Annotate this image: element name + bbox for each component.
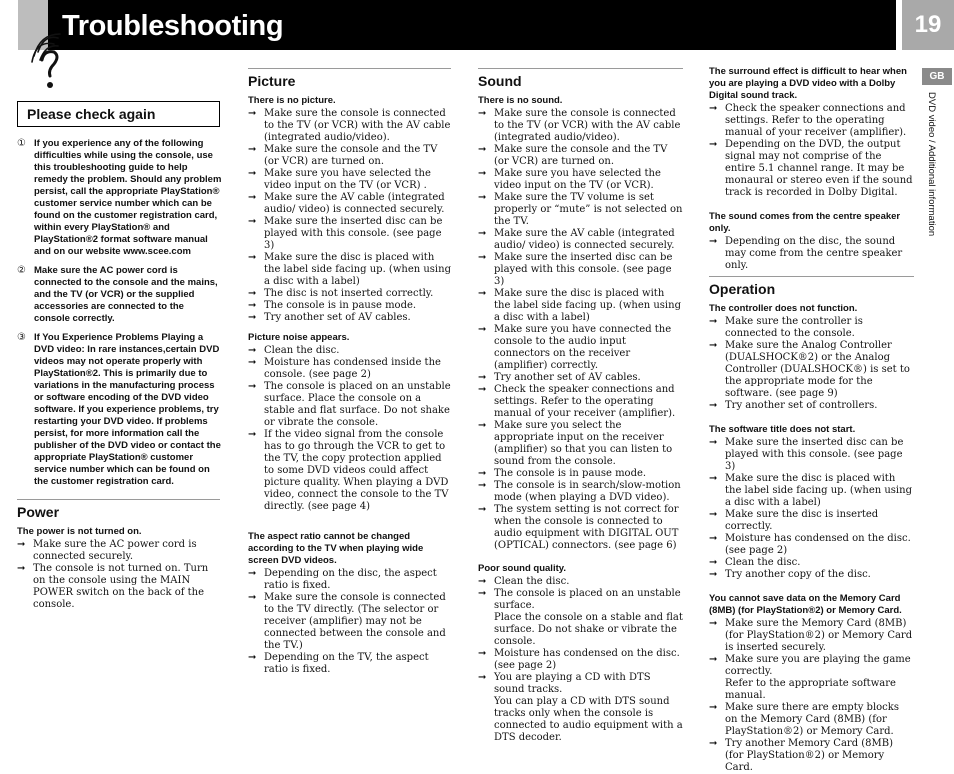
remedy-item: ➞ Depending on the disc, the aspect ratio is fixed. (248, 568, 437, 591)
section-heading-power: Power (17, 504, 60, 520)
side-section-label: DVD video / Additional information (926, 92, 937, 237)
arrow-icon: ➞ (248, 252, 257, 263)
remedy-item: ➞ Moisture has condensed on the disc. (709, 533, 911, 544)
arrow-icon: ➞ (709, 340, 718, 351)
remedy-item: ➞ Make sure the disc is placed with the label side facing up. (when using a disc with a label) (709, 473, 912, 508)
arrow-icon: ➞ (709, 702, 718, 713)
check-item: ② Make sure the AC power cord is connected to the console and the mains, and the TV (or VCR) or the supplied accessories are connected to the console correctly. (17, 265, 218, 324)
remedy-item: ➞ Make sure the console is connected to the TV (or VCR) with the AV cable (integrated audio/video). (478, 108, 681, 143)
remedy-item: ➞ Make sure the Analog Controller (DUALSHOCK®2) or the Analog Controller (DUALSHOCK®) is set to the appropriate mode for the software. (see page 9) (709, 340, 910, 399)
section-heading-sound: Sound (478, 73, 522, 89)
remedy-item: ➞ The console is placed on an unstable surface. Place the console on a stable and flat surface. Do not shake or vibrate the console. (248, 381, 451, 428)
remedy-item: ➞ The console is not turned on. Turn on the console using the MAIN POWER switch on the back of the console. (17, 563, 209, 610)
arrow-icon: ➞ (248, 168, 257, 179)
problem-heading: Picture noise appears. (248, 332, 350, 343)
section-divider (478, 68, 683, 69)
arrow-icon: ➞ (478, 468, 487, 479)
arrow-icon: ➞ (478, 480, 487, 491)
arrow-icon: ➞ (478, 648, 487, 659)
arrow-icon: ➞ (478, 144, 487, 155)
remedy-item: ➞ Make sure the disc is placed with the label side facing up. (when using a disc with a label) (478, 288, 681, 323)
problem-heading: The software title does not start. (709, 424, 856, 435)
remedy-item: ➞ Make sure you have selected the video input on the TV (or VCR). (478, 168, 661, 191)
remedy-item: ➞ Depending on the disc, the sound may come from the centre speaker only. (709, 236, 903, 271)
arrow-icon: ➞ (478, 288, 487, 299)
remedy-item: ➞ Make sure the AV cable (integrated audio/ video) is connected securely. (248, 192, 445, 215)
remedy-item: ➞ The console is in pause mode. (248, 300, 417, 311)
arrow-icon: ➞ (478, 108, 487, 119)
remedy-continuation: Refer to the appropriate software manual. (725, 678, 896, 701)
arrow-icon: ➞ (709, 738, 718, 749)
arrow-icon: ➞ (17, 539, 26, 550)
problem-heading: The surround effect is difficult to hear when you are playing a DVD video with a Dolby Digital sound track. (709, 66, 907, 101)
question-mark-icon (28, 30, 68, 92)
problem-heading: You cannot save data on the Memory Card (8MB) (for PlayStation®2) or Memory Card. (709, 593, 902, 616)
arrow-icon: ➞ (709, 473, 718, 484)
arrow-icon: ➞ (478, 372, 487, 383)
arrow-icon: ➞ (478, 576, 487, 587)
power-section (17, 499, 220, 611)
remedy-item: ➞ Moisture has condensed inside the console. (see page 2) (248, 357, 441, 380)
remedy-item: ➞ Try another set of AV cables. (478, 372, 641, 383)
arrow-icon: ➞ (248, 381, 257, 392)
remedy-item: ➞ Make sure the disc is placed with the label side facing up. (when using a disc with a label) (248, 252, 451, 287)
remedy-item: ➞ Make sure the console and the TV (or VCR) are turned on. (478, 144, 668, 167)
picture-section (248, 68, 451, 676)
arrow-icon: ➞ (709, 400, 718, 411)
remedy-item: ➞ Make sure you have connected the console to the audio input connectors on the receiver (amplifier) correctly. (478, 324, 672, 371)
section-divider (248, 68, 451, 69)
sound-section (478, 68, 683, 744)
remedy-item: ➞ Moisture has condensed on the disc. (478, 648, 680, 659)
page-title: Troubleshooting (62, 10, 284, 42)
arrow-icon: ➞ (478, 384, 487, 395)
remedy-item: ➞ Depending on the TV, the aspect ratio is fixed. (248, 652, 429, 675)
remedy-item: ➞ Depending on the DVD, the output signal may not comprise of the entire 5.1 channel range. It may be monaural or stereo even if the sound track is recorded in Dolby Digital. (709, 139, 913, 198)
remedy-item: ➞ Make sure you select the appropriate input on the receiver (amplifier) so that you can listen to sound from the console. (478, 420, 673, 467)
arrow-icon: ➞ (478, 672, 487, 683)
remedy-item: ➞ Make sure the AV cable (integrated audio/ video) is connected securely. (478, 228, 675, 251)
remedy-item: ➞ Make sure the console and the TV (or VCR) are turned on. (248, 144, 438, 167)
remedy-item: ➞ If the video signal from the console has to go through the VCR to get to the TV, the copy protection applied to some DVD videos could affect picture quality. When playing a DVD video, connect the console to the TV directly. (see page 4) (248, 429, 449, 512)
arrow-icon: ➞ (248, 216, 257, 227)
remedy-item: ➞ Try another set of controllers. (709, 400, 878, 411)
problem-heading: There is no picture. (248, 95, 336, 106)
section-divider (709, 276, 914, 277)
problem-heading: Poor sound quality. (478, 563, 566, 574)
remedy-item: ➞ Make sure the console is connected to the TV directly. (The selector or receiver (amplifier) may not be connected between the console and the TV.) (248, 592, 446, 651)
arrow-icon: ➞ (248, 144, 257, 155)
remedy-item: ➞ Make sure the TV volume is set properly or “mute” is not selected on the TV. (478, 192, 683, 227)
problem-heading: There is no sound. (478, 95, 563, 106)
arrow-icon: ➞ (248, 568, 257, 579)
arrow-icon: ➞ (709, 654, 718, 665)
problem-heading: The power is not turned on. (17, 526, 142, 537)
arrow-icon: ➞ (248, 312, 257, 323)
arrow-icon: ➞ (478, 324, 487, 335)
remedy-item: ➞ Make sure the console is connected to the TV (or VCR) with the AV cable (integrated audio/video). (248, 108, 451, 143)
remedy-item: ➞ Try another copy of the disc. (709, 569, 871, 580)
check-item: ③ If You Experience Problems Playing a DVD video: In rare instances,certain DVD videos may not operate properly with PlayStation®2. This is primarily due to variations in the manufacturing process or software encoding of the DVD video software. If you experience problems, try restarting your DVD video. If problems persist, for more information call the publisher of the DVD video or contact the appropriate PlayStation® customer service number which can be found on the customer registration card. (17, 332, 221, 487)
remedy-item: ➞ Make sure there are empty blocks on the Memory Card (8MB) (for PlayStation®2) or Memory Card. (709, 702, 899, 737)
remedy-continuation: (see page 2) (494, 660, 557, 671)
arrow-icon: ➞ (478, 504, 487, 515)
arrow-icon: ➞ (709, 618, 718, 629)
remedy-item: ➞ Make sure the inserted disc can be played with this console. (see page 3) (248, 216, 443, 251)
arrow-icon: ➞ (478, 252, 487, 263)
remedy-item: ➞ The system setting is not correct for when the console is connected to audio equipment with DIGITAL OUT (OPTICAL) connectors. (see page 6) (478, 504, 679, 551)
arrow-icon: ➞ (248, 108, 257, 119)
arrow-icon: ➞ (248, 429, 257, 440)
arrow-icon: ➞ (478, 228, 487, 239)
remedy-item: ➞ Make sure the disc is inserted correctly. (709, 509, 879, 532)
problem-heading: The aspect ratio cannot be changed according to the TV when playing wide screen DVD videos. (248, 531, 424, 566)
arrow-icon: ➞ (248, 300, 257, 311)
section-heading-picture: Picture (248, 73, 296, 89)
remedy-item: ➞ Try another Memory Card (8MB) (for PlayStation®2) or Memory Card. (709, 738, 894, 773)
problem-heading: The sound comes from the centre speaker only. (709, 211, 901, 234)
remedy-item: ➞ The console is in search/slow-motion mode (when playing a DVD video). (478, 480, 681, 503)
remedy-item: ➞ Make sure the inserted disc can be played with this console. (see page 3) (478, 252, 673, 287)
remedy-item: ➞ Make sure you have selected the video input on the TV (or VCR) . (248, 168, 431, 191)
remedy-item: ➞ The console is placed on an unstable surface. (478, 588, 681, 611)
arrow-icon: ➞ (248, 652, 257, 663)
arrow-icon: ➞ (478, 588, 487, 599)
section-divider (17, 499, 220, 500)
remedy-item: ➞ The console is in pause mode. (478, 468, 647, 479)
arrow-icon: ➞ (248, 592, 257, 603)
column-4 (709, 66, 914, 774)
arrow-icon: ➞ (17, 563, 26, 574)
arrow-icon: ➞ (248, 357, 257, 368)
arrow-icon: ➞ (248, 288, 257, 299)
problem-heading: The controller does not function. (709, 303, 858, 314)
arrow-icon: ➞ (709, 569, 718, 580)
language-badge: GB (922, 68, 952, 85)
arrow-icon: ➞ (248, 345, 257, 356)
remedy-item: ➞ Make sure the AC power cord is connected securely. (17, 539, 197, 562)
arrow-icon: ➞ (478, 420, 487, 431)
arrow-icon: ➞ (709, 236, 718, 247)
arrow-icon: ➞ (478, 168, 487, 179)
page-number: 19 (902, 0, 954, 50)
arrow-icon: ➞ (248, 192, 257, 203)
remedy-item: ➞ Make sure you are playing the game correctly. (709, 654, 911, 677)
remedy-item: ➞ Make sure the Memory Card (8MB) (for PlayStation®2) or Memory Card is inserted securely. (709, 618, 913, 653)
arrow-icon: ➞ (709, 557, 718, 568)
remedy-item: ➞ Make sure the controller is connected to the console. (709, 316, 863, 339)
arrow-icon: ➞ (709, 533, 718, 544)
column-1 (17, 138, 222, 495)
remedy-continuation: Place the console on a stable and flat surface. Do not shake or vibrate the console. (494, 612, 683, 647)
please-check-again-box: Please check again (17, 101, 220, 127)
remedy-item: ➞ Check the speaker connections and settings. Refer to the operating manual of your receiver (amplifier). (709, 103, 907, 138)
arrow-icon: ➞ (709, 103, 718, 114)
check-item: ① If you experience any of the following difficulties while using the console, use this troubleshooting guide to help remedy the problem. Should any problem persist, call the appropriate PlayStation® customer service number which can be found on the customer registration card, within every PlayStation® and PlayStation®2 format software manual and on our website www.scee.com (17, 138, 222, 257)
section-heading-operation: Operation (709, 281, 776, 297)
remedy-continuation: You can play a CD with DTS sound tracks only when the console is connected to audio equipment with a DTS decoder. (494, 696, 683, 743)
remedy-item: ➞ Try another set of AV cables. (248, 312, 411, 323)
remedy-item: ➞ Make sure the inserted disc can be played with this console. (see page 3) (709, 437, 904, 472)
arrow-icon: ➞ (709, 316, 718, 327)
remedy-item: ➞ Clean the disc. (248, 345, 340, 356)
remedy-item: ➞ The disc is not inserted correctly. (248, 288, 434, 299)
remedy-item: ➞ You are playing a CD with DTS sound tracks. (478, 672, 651, 695)
remedy-item: ➞ Clean the disc. (709, 557, 801, 568)
arrow-icon: ➞ (709, 509, 718, 520)
remedy-item: ➞ Check the speaker connections and settings. Refer to the operating manual of your receiver (amplifier). (478, 384, 676, 419)
arrow-icon: ➞ (478, 192, 487, 203)
arrow-icon: ➞ (709, 139, 718, 150)
remedy-continuation: (see page 2) (725, 545, 788, 556)
arrow-icon: ➞ (709, 437, 718, 448)
remedy-item: ➞ Clean the disc. (478, 576, 570, 587)
